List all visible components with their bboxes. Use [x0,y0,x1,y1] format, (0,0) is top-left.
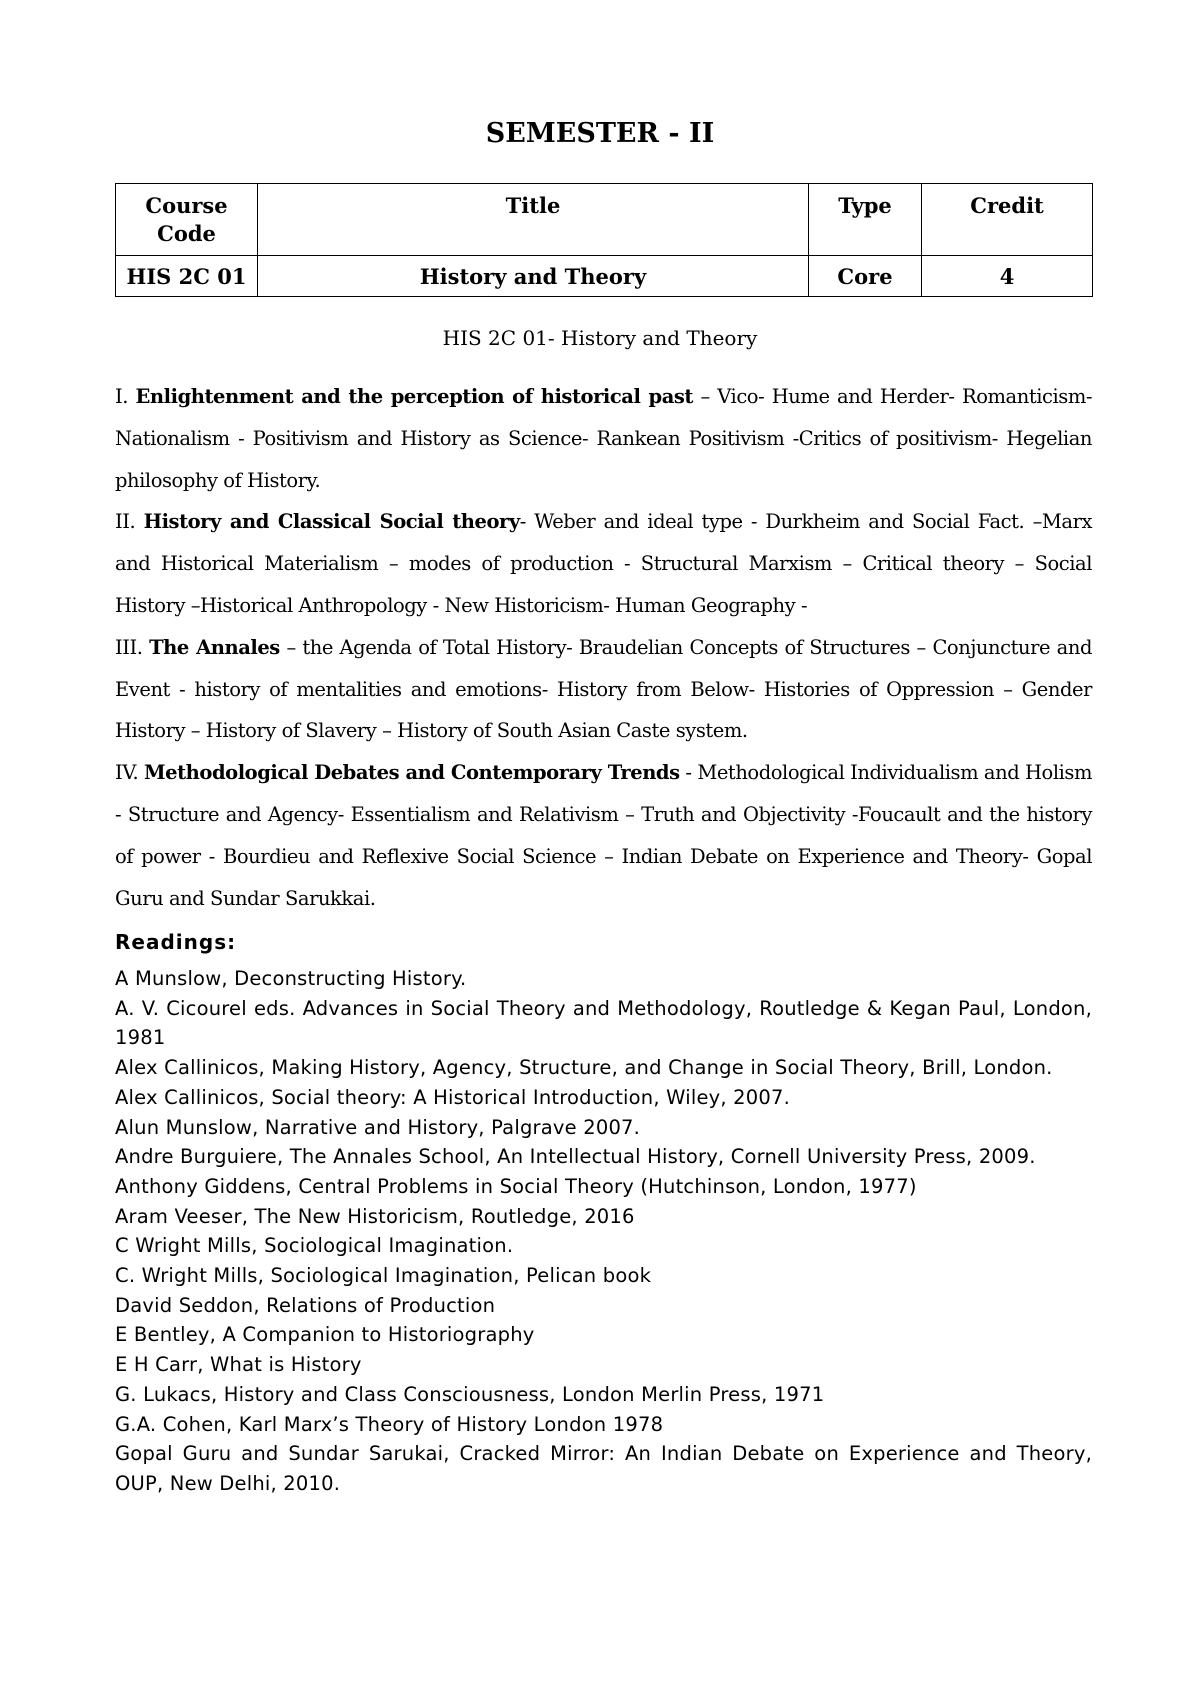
unit-numeral: II. [115,510,136,534]
header-credit: Credit [922,184,1093,256]
unit-item [115,752,1092,919]
reading-item: Gopal Guru and Sundar Sarukai, Cracked Mirror: An Indian Debate on Experience and Theory, OUP, New Delhi, 2010. [115,1442,1092,1495]
unit-text: – Vico- Hume and Herder- Romanticism- Nationalism - Positivism and History as Science- Rankean Positivism -Critics of positivism- Hegelian philosophy of History. [115,385,1093,492]
reading-item: C. Wright Mills, Sociological Imagination, Pelican book [115,1264,652,1288]
course-table-row [116,256,1093,297]
unit-heading: Methodological Debates and Contemporary Trends [144,761,680,785]
cell-course-code: HIS 2C 01 [116,256,258,297]
reading-item: Alex Callinicos, Social theory: A Historical Introduction, Wiley, 2007. [115,1085,791,1109]
reading-item: C Wright Mills, Sociological Imagination. [115,1234,514,1258]
reading-item: David Seddon, Relations of Production [115,1293,496,1317]
unit-text: - Methodological Individualism and Holism - Structure and Agency- Essentialism and Relativism – Truth and Objectivity -Foucault and the history of power - Bourdieu and Reflexive Social Science – Indian Debate on Experience and Theory- Gopal Guru and Sundar Sarukkai. [115,761,1093,910]
units-list [115,376,1092,919]
cell-title: History and Theory [258,256,809,297]
unit-text: - Weber and ideal type - Durkheim and Social Fact. –Marx and Historical Materialism – modes of production - Structural Marxism – Critical theory – Social History –Historical Anthropology - New Historicism- Human Geography - [115,510,1092,617]
course-table [115,183,1093,297]
unit-item [115,501,1092,626]
reading-item: Alex Callinicos, Making History, Agency, Structure, and Change in Social Theory, Brill, London. [115,1056,1053,1080]
unit-numeral: I. [115,385,129,408]
course-table-header-row [116,184,1093,256]
unit-heading: Enlightenment and the perception of historical past [135,385,693,408]
page-title: SEMESTER - II [485,118,715,149]
unit-item [115,376,1092,501]
unit-heading: The Annales [149,635,280,659]
unit-item [115,627,1092,752]
reading-item: Anthony Giddens, Central Problems in Social Theory (Hutchinson, London, 1977) [115,1174,917,1198]
reading-item: A. V. Cicourel eds. Advances in Social Theory and Methodology, Routledge & Kegan Paul, London, 1981 [115,996,1092,1050]
cell-type: Core [809,256,922,297]
section-heading: HIS 2C 01- History and Theory [442,326,758,350]
readings-list [115,964,1092,1499]
reading-item: Aram Veeser, The New Historicism, Routledge, 2016 [115,1204,635,1228]
unit-numeral: III. [115,635,143,659]
reading-item: E Bentley, A Companion to Historiography [115,1323,535,1347]
header-type: Type [809,184,922,256]
readings-heading: Readings: [115,930,237,954]
unit-heading: History and Classical Social theory [143,510,520,534]
header-title: Title [258,184,809,256]
header-course-code: Course Code [116,184,258,256]
unit-text: – the Agenda of Total History- Braudelian Concepts of Structures – Conjuncture and Event - history of mentalities and emotions- History from Below- Histories of Oppression – Gender History – History of Slavery – History of South Asian Caste system. [115,635,1092,743]
reading-item: Andre Burguiere, The Annales School, An Intellectual History, Cornell University Press, 2009. [115,1145,1036,1169]
reading-item: Alun Munslow, Narrative and History, Palgrave 2007. [115,1115,641,1139]
reading-item: G. Lukacs, History and Class Consciousness, London Merlin Press, 1971 [115,1382,825,1406]
cell-credit: 4 [922,256,1093,297]
reading-item: A Munslow, Deconstructing History. [115,967,467,990]
reading-item: E H Carr, What is History [115,1353,362,1377]
unit-numeral: IV. [115,761,139,785]
reading-item: G.A. Cohen, Karl Marx’s Theory of History London 1978 [115,1412,664,1436]
